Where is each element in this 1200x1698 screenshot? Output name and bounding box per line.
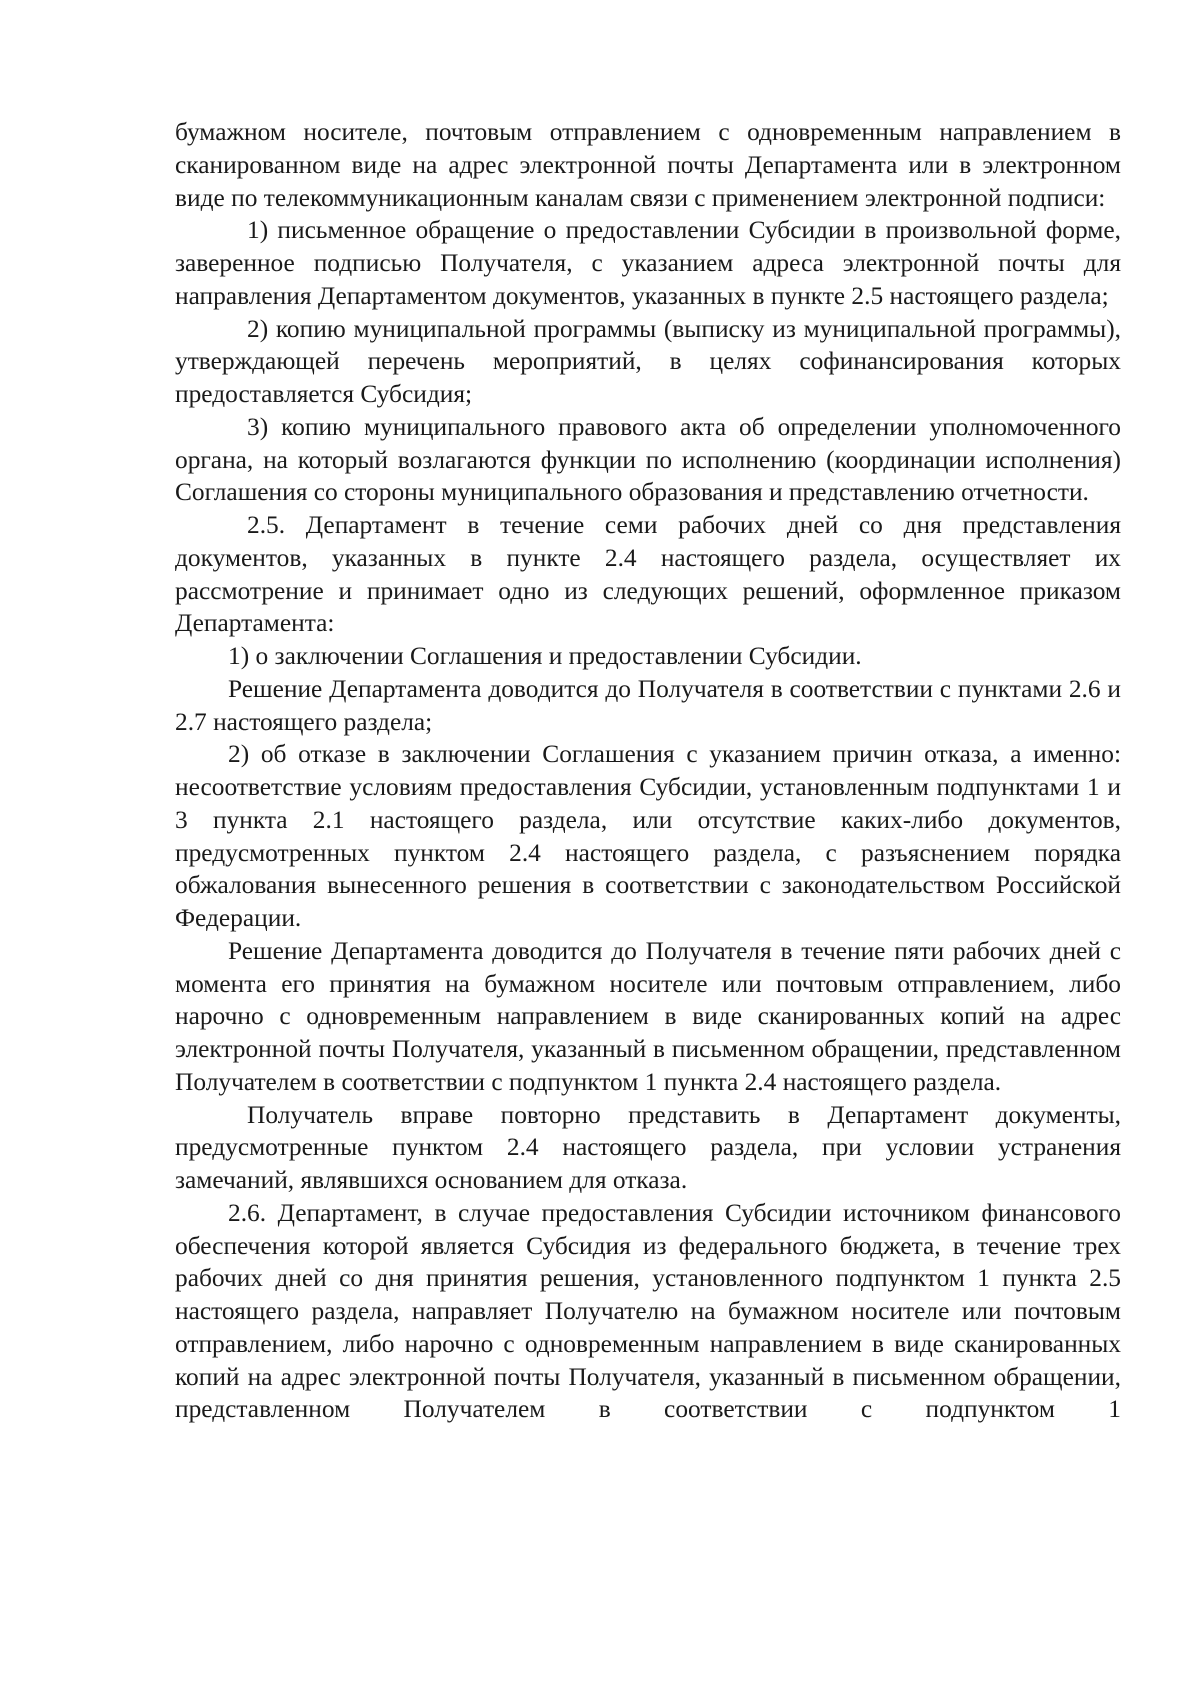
paragraph-item-3: 3) копию муниципального правового акта об определении уполномоченного органа, на который возлагаются функции по исполнению (координации исполнения) Соглашения со стороны муниципального образования и представлению отчетности. (175, 412, 1121, 507)
paragraph-2-5: 2.5. Департамент в течение семи рабочих дней со дня представления документов, указанных в пункте 2.4 настоящего раздела, осуществляет их рассмотрение и принимает одно из следующих решений, оформленное приказом Департамента: (175, 511, 1121, 638)
paragraph-intro: бумажном носителе, почтовым отправлением с одновременным направлением в сканированном виде на адрес электронной почты Департамента или в электронном виде по телекоммуникационным каналам связи с применением электронной подписи: (175, 118, 1121, 212)
paragraph-item-2: 2) копию муниципальной программы (выписку из муниципальной программы), утверждающей перечень мероприятий, в целях софинансирования которых предоставляется Субсидия; (175, 314, 1121, 408)
paragraph-2-5-subitem-2: 2) об отказе в заключении Соглашения с указанием причин отказа, а именно: несоответствие условиям предоставления Субсидии, установленным подпунктами 1 и 3 пункта 2.1 настоящего раздела, или отсутствие каких-либо документов, предусмотренных пунктом 2.4 настоящего раздела, с разъяснением порядка обжалования вынесенного решения в соответствии с законодательством Российской Федерации. (175, 740, 1121, 932)
paragraph-item-1: 1) письменное обращение о предоставлении Субсидии в произвольной форме, заверенное подписью Получателя, с указанием адреса электронной почты для направления Департаментом документов, указанных в пункте 2.5 настоящего раздела; (175, 216, 1121, 310)
document-body (175, 116, 1121, 1426)
paragraph-2-5-subitem-1: 1) о заключении Соглашения и предоставлении Субсидии. (228, 642, 862, 670)
paragraph-2-6: 2.6. Департамент, в случае предоставления Субсидии источником финансового обеспечения которой является Субсидия из федерального бюджета, в течение трех рабочих дней со дня принятия решения, установленного подпунктом 1 пункта 2.5 настоящего раздела, направляет Получателю на бумажном носителе или почтовым отправлением, либо нарочно с одновременным направлением в виде сканированных копий на адрес электронной почты Получателя, указанный в письменном обращении, представленном Получателем в соответствии с подпунктом 1 (175, 1198, 1121, 1424)
paragraph-resubmit: Получатель вправе повторно представить в Департамент документы, предусмотренные пунктом 2.4 настоящего раздела, при условии устранения замечаний, являвшихся основанием для отказа. (175, 1100, 1121, 1194)
paragraph-decision-1: Решение Департамента доводится до Получателя в соответствии с пунктами 2.6 и 2.7 настоящего раздела; (175, 674, 1121, 736)
paragraph-decision-2: Решение Департамента доводится до Получателя в течение пяти рабочих дней с момента его принятия на бумажном носителе или почтовым отправлением, либо нарочно с одновременным направлением в виде сканированных копий на адрес электронной почты Получателя, указанный в письменном обращении, представленном Получателем в соответствии с подпунктом 1 пункта 2.4 настоящего раздела. (175, 936, 1121, 1096)
